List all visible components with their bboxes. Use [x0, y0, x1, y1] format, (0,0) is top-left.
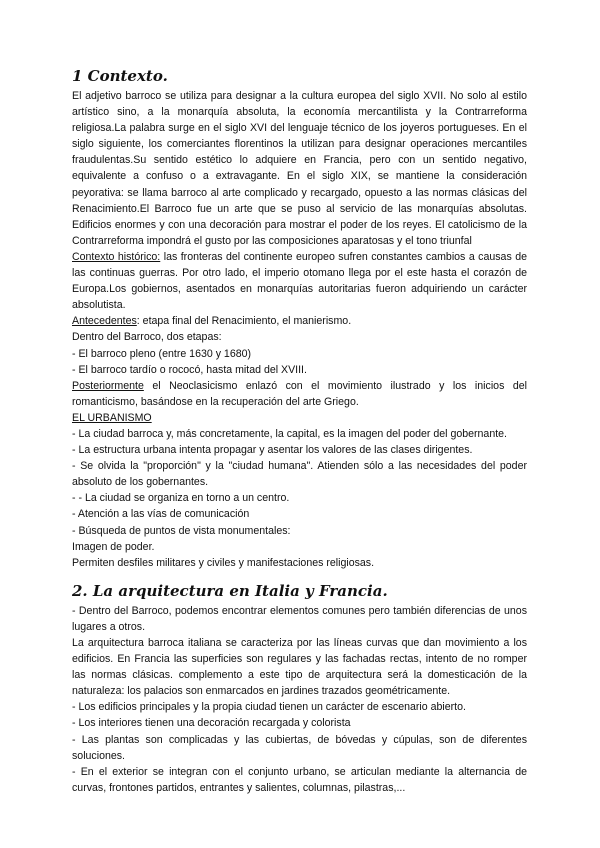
posterior-label: Posteriormente [72, 379, 144, 392]
document-page [72, 66, 527, 796]
historic-context-text: las fronteras del continente europeo sufren constantes cambios a causas de las continuas guerras. Por otro lado, el imperio otomano llega por el este hasta el corazón de Europa.Los gobiernos, asentados en monarquías autoritarias fueron adquiriendo un carácter absolutista. [72, 250, 527, 312]
intro-paragraph: El adjetivo barroco se utiliza para designar a la cultura europea del siglo XVII. No solo al estilo artístico sino, a la monarquía absoluta, la economía mercantilista y la Contrarreforma religiosa.La palabra surge en el siglo XVI del lenguaje técnico de los joyeros portugueses. En el siglo siguiente, los comerciantes florentinos la utilizan para designar operaciones mercantiles fraudulentas.Su sentido estético lo adquiere en Francia, pero con un sentido negativo, equivalente a confuso o a extravagante. En el siglo XIX, se mantiene la consideración peyorativa: se llama barroco al arte complicado y recargado, opuesto a las normas clásicas del Renacimiento.El Barroco fue un arte que se puso al servicio de las monarquías absolutas. Edificios enormes y con una decoración para mostrar el poder de los reyes. El catolicismo de la Contrarreforma impondrá el gusto por las composiciones aparatosas y el tono triunfal [72, 90, 527, 247]
architecture-paragraph: - Los edificios principales y la propia ciudad tienen un carácter de escenario abierto. [72, 701, 466, 714]
architecture-paragraph: La arquitectura barroca italiana se caracteriza por las líneas curvas que dan movimiento a los edificios. En Francia las superficies son regulares y las fachadas rectas, intento de no romper las normas clásicas. complemento a este tipo de arquitectura será la domesticación de la naturaleza: los palacios son enmarcados en jardines trazados geométricamente. [72, 637, 527, 698]
historic-context-paragraph [72, 249, 527, 313]
section-2-heading: 2. La arquitectura en Italia y Francia. [72, 581, 388, 600]
urbanismo-item: - Se olvida la "proporción" y la "ciudad humana". Atienden sólo a las necesidades del poder absoluto de los gobernantes. [72, 460, 527, 489]
stage-item: - El barroco tardío o rococó, hasta mitad del XVIII. [72, 363, 307, 376]
section-1-heading: 1 Contexto. [72, 67, 168, 85]
urbanismo-item: Imagen de poder. [72, 540, 155, 553]
architecture-paragraph: - Dentro del Barroco, podemos encontrar elementos comunes pero también diferencias de unos lugares a otros. [72, 604, 527, 633]
architecture-paragraph: - En el exterior se integran con el conjunto urbano, se articulan mediante la alternancia de curvas, frontones partidos, entrantes y salientes, columnas, pilastras,... [72, 765, 527, 794]
antecedentes-label: Antecedentes [72, 315, 137, 328]
urbanismo-item: Permiten desfiles militares y civiles y manifestaciones religiosas. [72, 556, 375, 569]
architecture-paragraph: - Las plantas son complicadas y las cubiertas, de bóvedas y cúpulas, son de diferentes soluciones. [72, 733, 527, 762]
urbanismo-item: - La estructura urbana intenta propagar y asentar los valores de las clases dirigentes. [72, 444, 473, 457]
historic-context-label: Contexto histórico: [72, 250, 161, 263]
urbanismo-item: - Búsqueda de puntos de vista monumentales: [72, 524, 291, 537]
antecedentes-text: : etapa final del Renacimiento, el manierismo. [136, 315, 352, 328]
posterior-paragraph [72, 378, 527, 410]
urbanismo-item: - - La ciudad se organiza en torno a un centro. [72, 492, 290, 505]
urbanismo-heading: EL URBANISMO [72, 411, 152, 424]
architecture-paragraph: - Los interiores tienen una decoración recargada y colorista [72, 717, 351, 730]
stages-intro: Dentro del Barroco, dos etapas: [72, 331, 222, 344]
urbanismo-item: - La ciudad barroca y, más concretamente, la capital, es la imagen del poder del gobernante. [72, 427, 507, 440]
urbanismo-item: - Atención a las vías de comunicación [72, 508, 250, 521]
antecedentes-paragraph [72, 313, 527, 329]
stage-item: - El barroco pleno (entre 1630 y 1680) [72, 347, 252, 360]
posterior-text: el Neoclasicismo enlazó con el movimiento ilustrado y los inicios del romanticismo, basándose en la recuperación del arte Griego. [72, 379, 527, 408]
